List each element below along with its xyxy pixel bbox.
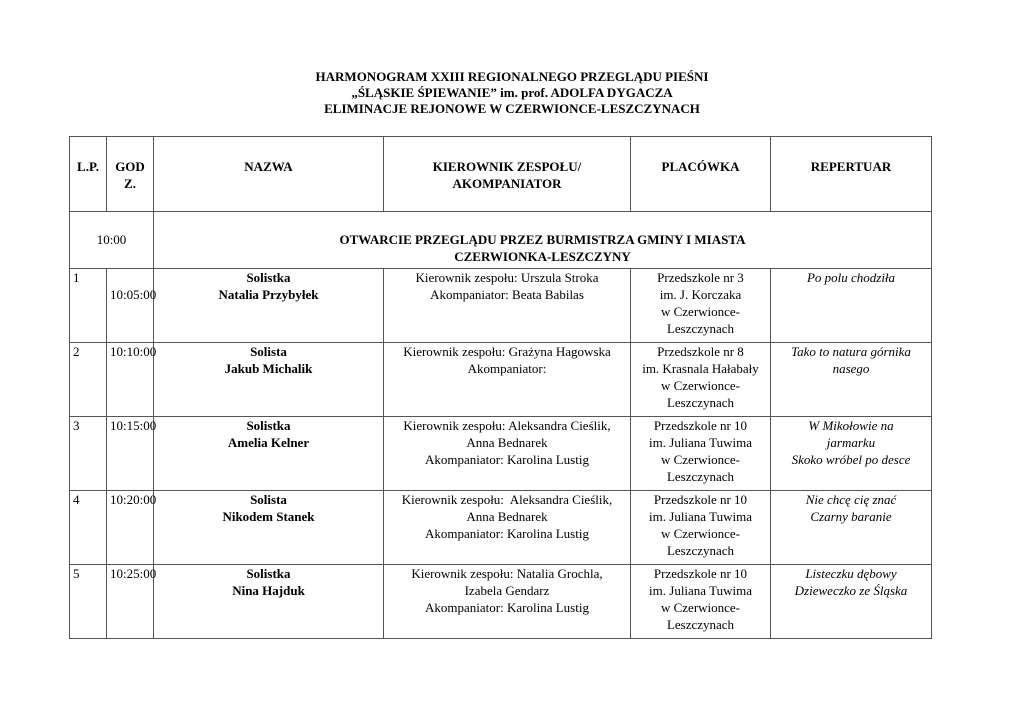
row-lp: 5 (70, 565, 107, 639)
row-repertoire-line: W Mikołowie na (808, 418, 894, 433)
row-name-cell (154, 343, 384, 417)
row-place-line: w Czerwionce- (660, 452, 741, 467)
row-time: 10:20:00 (107, 491, 154, 565)
header-leader-line-1: KIEROWNIK ZESPOŁU/ (432, 159, 582, 174)
row-name-cell (154, 565, 384, 639)
row-repertoire-line: nasego (832, 361, 870, 376)
row-place-line: Leszczynach (666, 469, 735, 484)
opening-text-line-1: OTWARCIE PRZEGLĄDU PRZEZ BURMISTRZA GMINY I MIASTA (339, 232, 746, 247)
row-role: Solistka (246, 418, 291, 433)
row-leader-line: Anna Bednarek (466, 435, 548, 450)
header-name: NAZWA (154, 137, 384, 212)
row-lp: 3 (70, 417, 107, 491)
row-repertoire-line: Nie chcę cię znać (805, 492, 897, 507)
table-row (70, 565, 932, 639)
row-role: Solista (250, 492, 287, 507)
row-time: 10:25:00 (107, 565, 154, 639)
row-repertoire-line: Skoko wróbel po desce (791, 452, 911, 467)
schedule-table (69, 136, 932, 639)
row-repertoire-cell (771, 491, 932, 565)
row-repertoire-line: Po polu chodziła (806, 270, 896, 285)
row-place-cell (631, 269, 771, 343)
row-place-line: w Czerwionce- (660, 304, 741, 319)
row-place-cell (631, 417, 771, 491)
row-leader-cell (384, 417, 631, 491)
row-place-cell (631, 343, 771, 417)
row-place-line: Przedszkole nr 10 (653, 418, 748, 433)
row-time: 10:15:00 (107, 417, 154, 491)
row-time: 10:05:00 (107, 269, 154, 343)
row-lp: 2 (70, 343, 107, 417)
row-repertoire-line: Czarny baranie (810, 509, 892, 524)
row-repertoire-line: Tako to natura górnika (791, 344, 911, 359)
opening-time: 10:00 (70, 212, 154, 269)
row-leader-cell (384, 565, 631, 639)
title-line-3: ELIMINACJE REJONOWE W CZERWIONCE-LESZCZYNACH (324, 101, 700, 116)
title-line-1: HARMONOGRAM XXIII REGIONALNEGO PRZEGLĄDU PIEŚNI (315, 69, 709, 84)
row-performer: Nikodem Stanek (222, 509, 315, 524)
row-lp: 4 (70, 491, 107, 565)
opening-text (154, 212, 932, 269)
row-place-line: Przedszkole nr 8 (657, 344, 744, 359)
header-leader-line-2: AKOMPANIATOR (452, 176, 562, 191)
row-repertoire-line: Dzieweczko ze Śląska (794, 583, 908, 598)
row-leader-line: Akompaniator: Karolina Lustig (425, 526, 589, 541)
row-leader-line: Kierownik zespołu: Grażyna Hagowska (403, 344, 611, 359)
row-leader-cell (384, 491, 631, 565)
row-performer: Amelia Kelner (227, 435, 310, 450)
row-leader-line: Kierownik zespołu: Aleksandra Cieślik, (403, 418, 611, 433)
row-leader-line: Akompaniator: Karolina Lustig (425, 600, 589, 615)
row-place-line: w Czerwionce- (660, 378, 741, 393)
row-repertoire-cell (771, 343, 932, 417)
row-leader-line: Akompaniator: Karolina Lustig (425, 452, 589, 467)
row-place-line: w Czerwionce- (660, 600, 741, 615)
row-role: Solista (250, 344, 287, 359)
header-row (70, 137, 932, 212)
row-place-line: im. Juliana Tuwima (649, 435, 752, 450)
row-repertoire-cell (771, 565, 932, 639)
row-place-cell (631, 565, 771, 639)
row-leader-line: Akompaniator: Beata Babilas (430, 287, 584, 302)
row-leader-cell (384, 343, 631, 417)
row-repertoire-line: Listeczku dębowy (805, 566, 897, 581)
document-title (0, 69, 1024, 117)
row-place-line: Przedszkole nr 3 (657, 270, 744, 285)
row-lp: 1 (70, 269, 107, 343)
row-leader-line: Anna Bednarek (466, 509, 548, 524)
row-leader-cell (384, 269, 631, 343)
row-place-line: Przedszkole nr 10 (653, 492, 748, 507)
header-leader (384, 137, 631, 212)
row-performer: Jakub Michalik (224, 361, 313, 376)
row-place-line: im. J. Korczaka (659, 287, 742, 302)
row-place-line: im. Krasnala Hałabały (642, 361, 759, 376)
row-role: Solistka (246, 270, 291, 285)
row-place-line: Leszczynach (666, 617, 735, 632)
row-leader-line: Kierownik zespołu: Natalia Grochla, (411, 566, 603, 581)
row-place-line: Leszczynach (666, 321, 735, 336)
row-repertoire-line: jarmarku (826, 435, 876, 450)
row-name-cell (154, 269, 384, 343)
row-place-cell (631, 491, 771, 565)
row-leader-line: Kierownik zespołu: Aleksandra Cieślik, (401, 492, 613, 507)
table-row (70, 491, 932, 565)
row-performer: Nina Hajduk (232, 583, 305, 598)
row-performer: Natalia Przybyłek (218, 287, 319, 302)
row-leader-line: Akompaniator: (467, 361, 547, 376)
row-place-line: Przedszkole nr 10 (653, 566, 748, 581)
table-row (70, 343, 932, 417)
row-repertoire-cell (771, 269, 932, 343)
row-place-line: im. Juliana Tuwima (649, 509, 752, 524)
table-row (70, 269, 932, 343)
row-name-cell (154, 491, 384, 565)
row-place-line: w Czerwionce- (660, 526, 741, 541)
row-name-cell (154, 417, 384, 491)
opening-row (70, 212, 932, 269)
row-place-line: im. Juliana Tuwima (649, 583, 752, 598)
header-repertoire: REPERTUAR (771, 137, 932, 212)
row-leader-line: Izabela Gendarz (464, 583, 550, 598)
row-repertoire-cell (771, 417, 932, 491)
header-place: PLACÓWKA (631, 137, 771, 212)
row-role: Solistka (246, 566, 291, 581)
row-leader-line: Kierownik zespołu: Urszula Stroka (415, 270, 599, 285)
table-row (70, 417, 932, 491)
row-time: 10:10:00 (107, 343, 154, 417)
header-lp: L.P. (70, 137, 107, 212)
row-place-line: Leszczynach (666, 395, 735, 410)
title-line-2: „ŚLĄSKIE ŚPIEWANIE” im. prof. ADOLFA DYGACZA (351, 85, 673, 100)
row-place-line: Leszczynach (666, 543, 735, 558)
header-time: GOD Z. (107, 137, 154, 212)
opening-text-line-2: CZERWIONKA-LESZCZYNY (454, 249, 631, 264)
